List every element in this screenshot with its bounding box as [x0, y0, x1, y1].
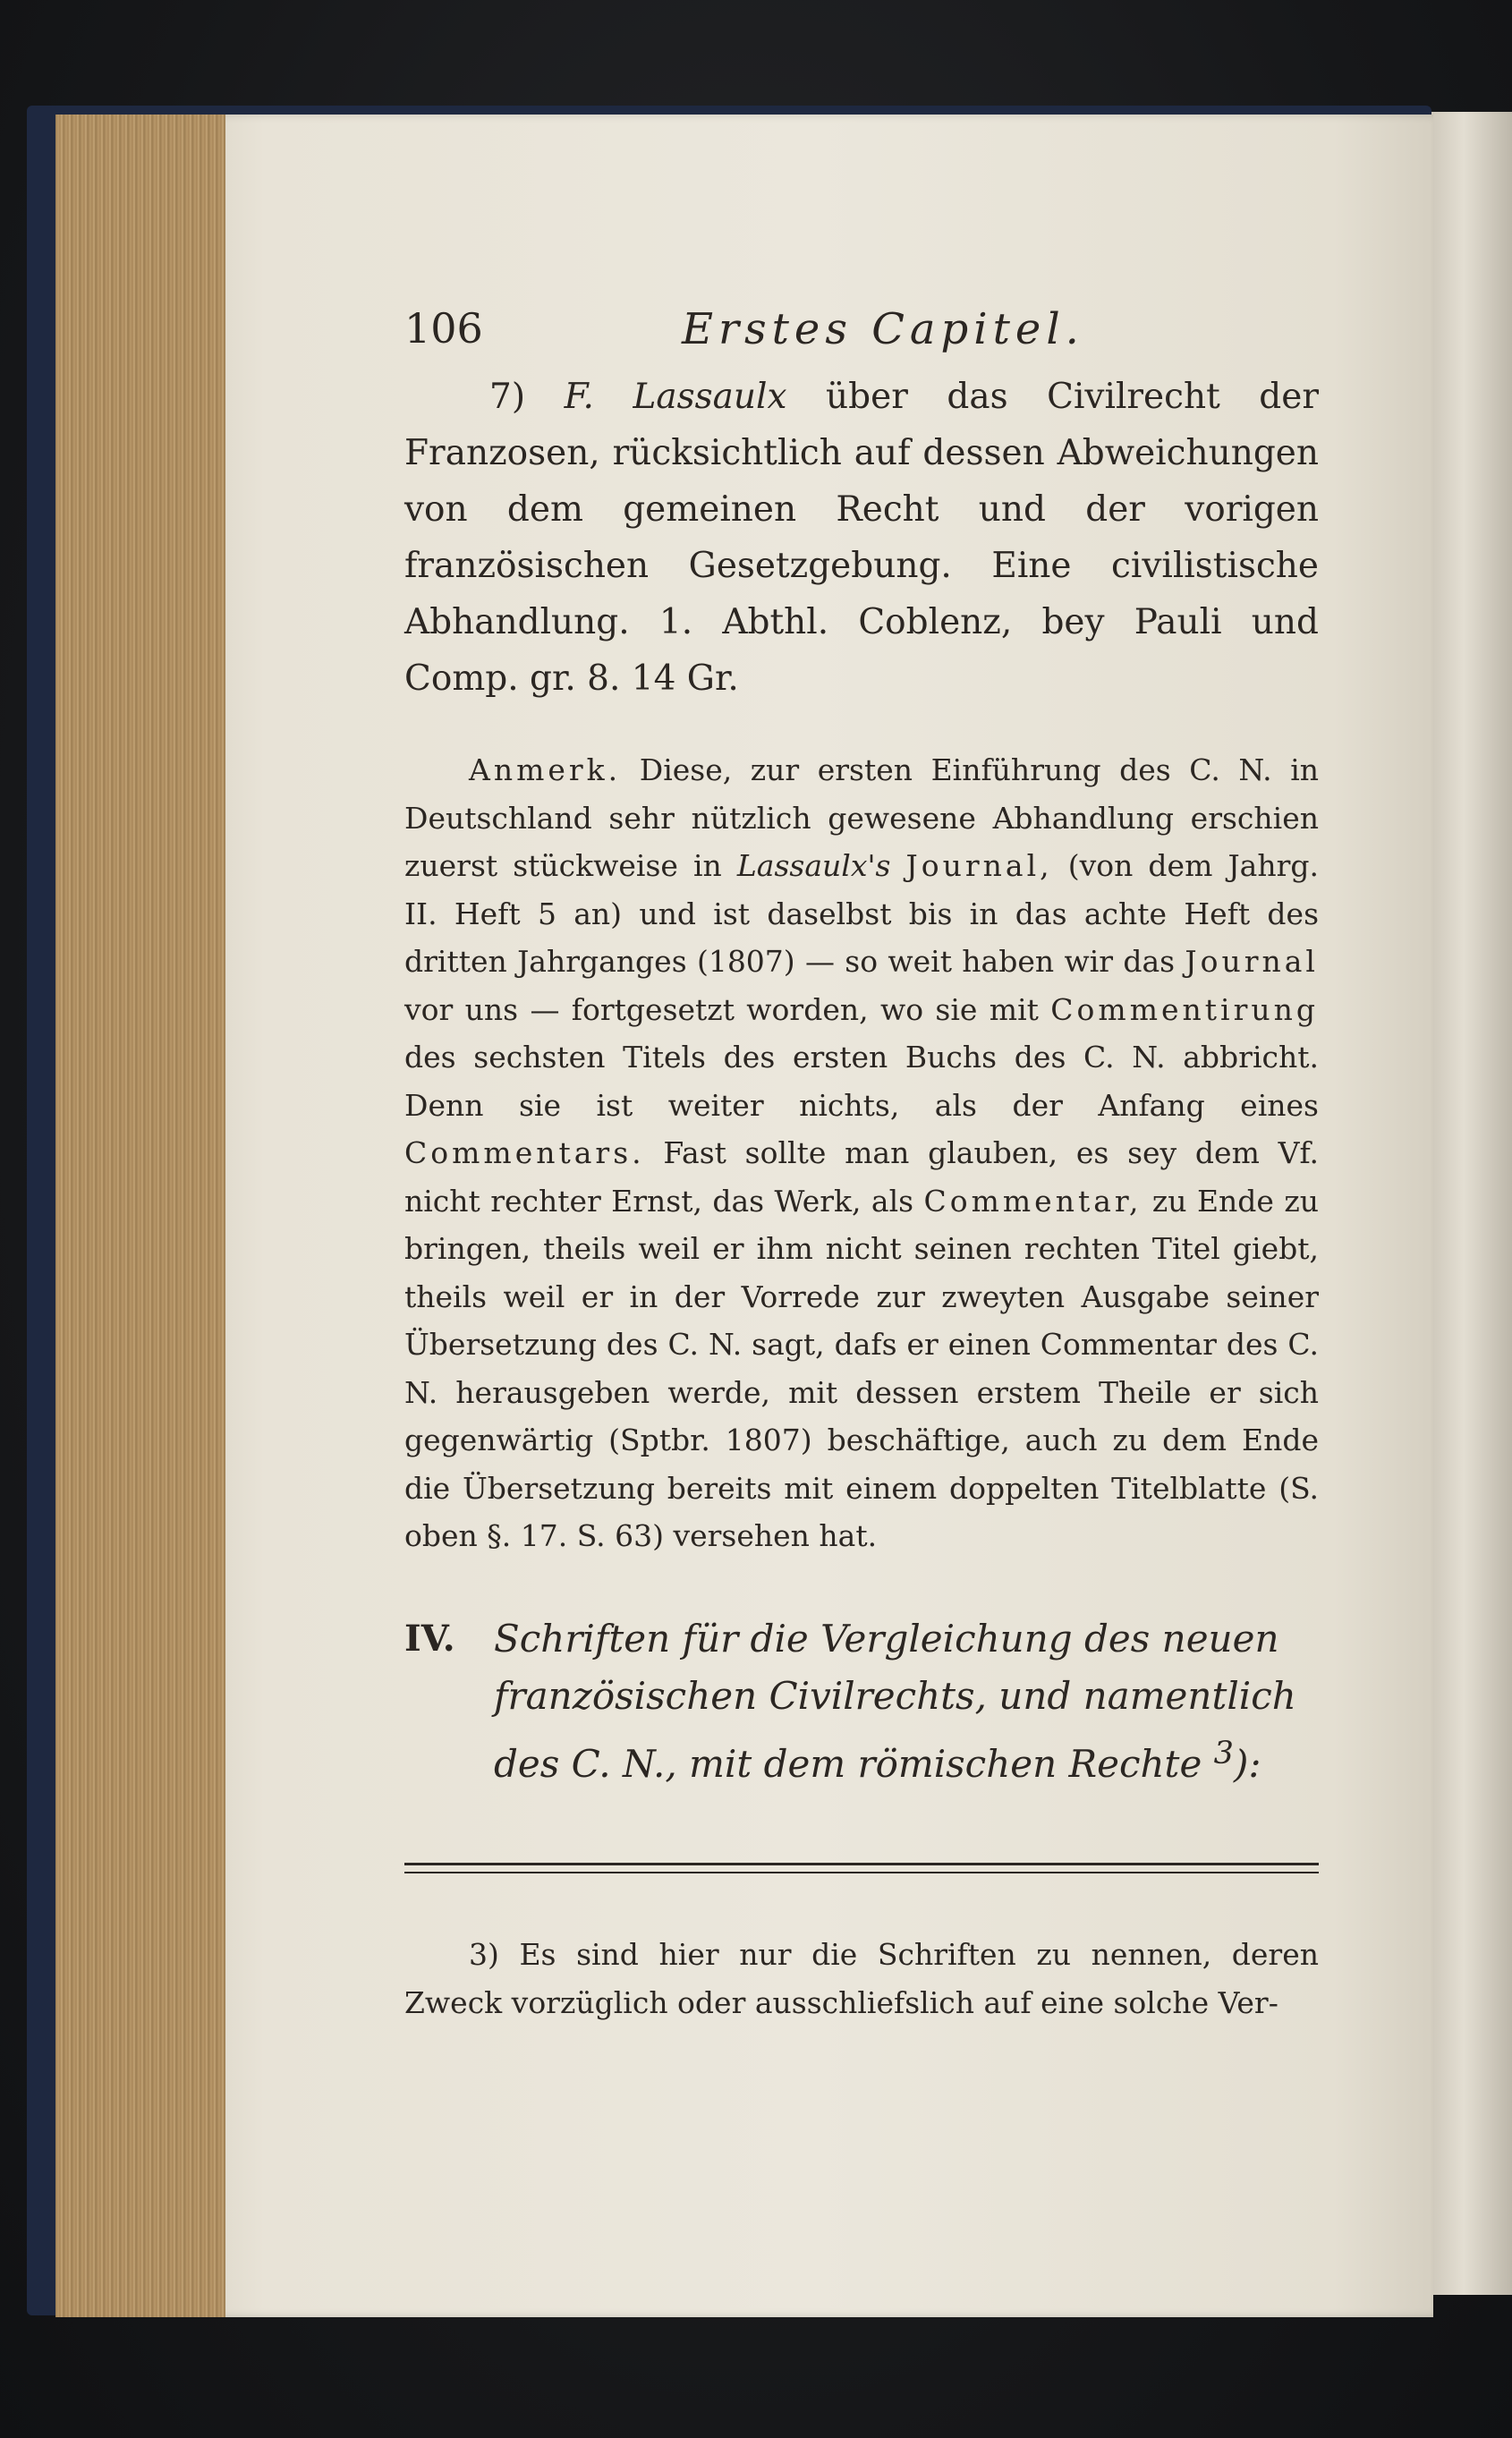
note-text-4: des sechsten Titels des ersten Buchs des C. N. abbricht. Denn sie ist weiter nichts, als der Anfang eines	[404, 1040, 1319, 1123]
section-suffix: ):	[1233, 1741, 1261, 1786]
entry-number: 7)	[489, 377, 526, 417]
page-block-edges	[55, 115, 225, 2317]
note-commentirung: Commentirung	[1050, 991, 1319, 1027]
entry-text: über das Civilrecht der Franzosen, rücksichtlich auf dessen Abweichungen von dem gemeinen Recht und der vorigen französischen Gesetzgebung. Eine civilistische Abhandlung. 1. Abthl. Coblenz, bey Pauli und Comp. gr. 8. 14 Gr.	[404, 377, 1319, 699]
footnote-divider	[404, 1863, 1319, 1873]
section-heading	[404, 1610, 1319, 1793]
section-title	[494, 1610, 1319, 1793]
note-commentar: Commentar,	[923, 1183, 1142, 1219]
entry-author: F. Lassaulx	[564, 377, 787, 417]
bibliography-entry	[404, 369, 1319, 707]
section-numeral: IV.	[404, 1617, 455, 1660]
page-number: 106	[404, 304, 483, 353]
note-text-1: Diese, zur ersten Einführung des C. N. in Deutschland sehr nützlich gewesene Abhandlung erschien zuerst stückweise in	[404, 752, 1320, 883]
annotation-paragraph	[404, 746, 1319, 1560]
note-commentars: Commentars.	[404, 1135, 645, 1170]
note-lassaulx: Lassaulx's	[736, 848, 891, 883]
note-label: Anmerk.	[469, 752, 622, 787]
page-header	[404, 304, 1319, 369]
section-title-text: Schriften für die Vergleichung des neuen französischen Civilrechts, und namentlich des C. N., mit dem römischen Rechte	[494, 1616, 1296, 1786]
note-text-3: vor uns — fortgesetzt worden, wo sie mit	[404, 991, 1039, 1027]
footnote: 3) Es sind hier nur die Schriften zu nennen, deren Zweck vorzüglich oder ausschliefslich auf eine solche Ver-	[404, 1936, 1319, 2020]
facing-page-edge	[1431, 112, 1512, 2295]
footnote-reference: 3	[1213, 1735, 1234, 1771]
note-text-2: (von dem Jahrg. II. Heft 5 an) und ist daselbst bis in das achte Heft des dritten Jahrganges (1807) — so weit haben wir das	[404, 848, 1319, 979]
note-journal-1: Journal,	[905, 848, 1053, 883]
page-content	[404, 304, 1319, 2027]
running-head: Erstes Capitel.	[682, 304, 1084, 354]
note-journal-2: Journal	[1185, 944, 1319, 979]
note-text-6: zu Ende zu bringen, theils weil er ihm nicht seinen rechten Titel giebt, theils weil er in der Vorrede zur zweyten Ausgabe seiner Übersetzung des C. N. sagt, dafs er einen Commentar des C. N. herausgeben werde, mit dessen erstem Theile er sich gegenwärtig (Sptbr. 1807) beschäftige, auch zu dem Ende die Übersetzung bereits mit einem doppelten Titelblatte (S. oben §. 17. S. 63) versehen hat.	[404, 1183, 1319, 1553]
note-text-5: Fast sollte man glauben, es sey dem Vf. nicht rechter Ernst, das Werk, als	[404, 1135, 1319, 1219]
